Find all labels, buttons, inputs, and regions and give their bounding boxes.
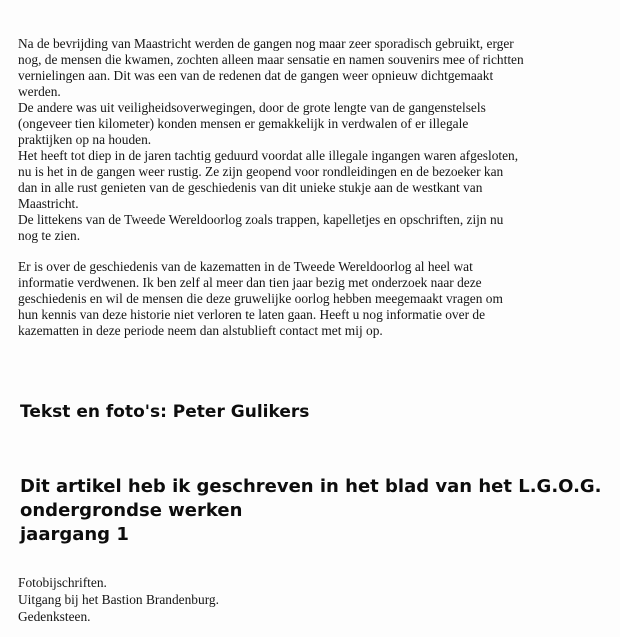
- text-line: geschiedenis en wil de mensen die deze gruwelijke oorlog hebben meegemaakt vragen om: [18, 291, 503, 306]
- text-line: nog, de mensen die kwamen, zochten alleen maar sensatie en namen souvenirs mee of richtten: [18, 52, 524, 67]
- text-line: kazematten in deze periode neem dan alstublieft contact met mij op.: [18, 323, 383, 338]
- text-line: hun kennis van deze historie niet verloren te laten gaan. Heeft u nog informatie over de: [18, 307, 486, 322]
- text-line: Maastricht.: [18, 196, 79, 211]
- caption-line: Uitgang bij het Bastion Brandenburg.: [18, 592, 219, 607]
- text-line: nu is het in de gangen weer rustig. Ze zijn geopend voor rondleidingen en de bezoeker kan: [18, 164, 504, 179]
- caption-heading: Fotobijschriften.: [18, 575, 107, 590]
- text-line: nog te zien.: [18, 228, 81, 243]
- publication-note-line: jaargang 1: [20, 524, 129, 545]
- text-line: Er is over de geschiedenis van de kazematten in de Tweede Wereldoorlog al heel wat: [18, 259, 473, 274]
- publication-note-line: ondergrondse werken: [20, 500, 243, 521]
- publication-note-line: Dit artikel heb ik geschreven in het blad van het L.G.O.G.: [20, 476, 602, 497]
- author-credit: Tekst en foto's: Peter Gulikers: [20, 402, 310, 422]
- text-line: Na de bevrijding van Maastricht werden de gangen nog maar zeer sporadisch gebruikt, erger: [18, 36, 514, 51]
- text-line: vernielingen aan. Dit was een van de redenen dat de gangen weer opnieuw dichtgemaakt: [18, 68, 494, 83]
- text-line: praktijken op na houden.: [18, 132, 152, 147]
- text-line: De littekens van de Tweede Wereldoorlog zoals trappen, kapelletjes en opschriften, zijn nu: [18, 212, 504, 227]
- text-line: werden.: [18, 84, 61, 99]
- text-line: informatie verdwenen. Ik ben zelf al meer dan tien jaar bezig met onderzoek naar deze: [18, 275, 482, 290]
- text-line: dan in alle rust genieten van de geschiedenis van dit unieke stukje aan de westkant van: [18, 180, 483, 195]
- text-line: (ongeveer tien kilometer) konden mensen er gemakkelijk in verdwalen of er illegale: [18, 116, 469, 131]
- text-line: De andere was uit veiligheidsoverwegingen, door de grote lengte van de gangenstelsels: [18, 100, 486, 115]
- text-line: Het heeft tot diep in de jaren tachtig geduurd voordat alle illegale ingangen waren afgesloten,: [18, 148, 519, 163]
- caption-line: Gedenksteen.: [18, 609, 91, 624]
